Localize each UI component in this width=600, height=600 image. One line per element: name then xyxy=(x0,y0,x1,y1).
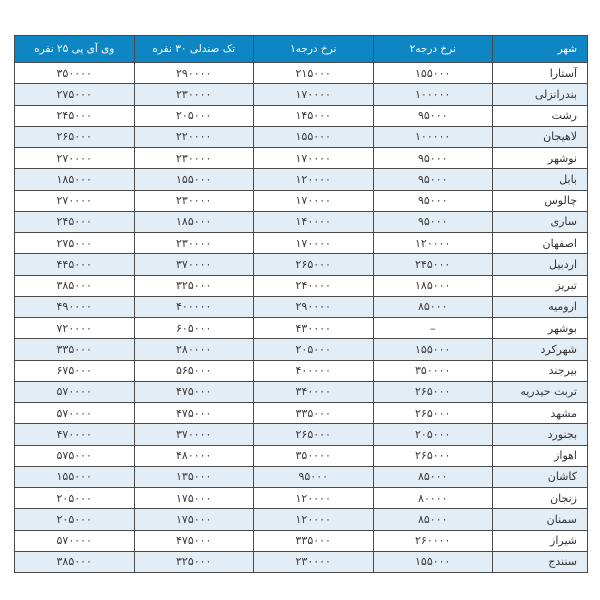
vip25-cell: ۶۷۵۰۰۰ xyxy=(15,360,135,381)
grade1-cell: ۴۳۰۰۰۰ xyxy=(254,318,374,339)
grade1-cell: ۱۲۰۰۰۰ xyxy=(254,488,374,509)
single30-cell: ۳۷۰۰۰۰ xyxy=(134,424,254,445)
header-city: شهر xyxy=(493,36,588,63)
single30-cell: ۴۷۵۰۰۰ xyxy=(134,381,254,402)
grade1-cell: ۳۳۵۰۰۰ xyxy=(254,530,374,551)
table-row xyxy=(15,105,588,126)
table-row xyxy=(15,148,588,169)
table-row xyxy=(15,254,588,275)
grade1-cell: ۲۶۵۰۰۰ xyxy=(254,424,374,445)
vip25-cell: ۲۴۵۰۰۰ xyxy=(15,211,135,232)
grade2-cell: ۱۰۰۰۰۰ xyxy=(373,84,493,105)
vip25-cell: ۷۲۰۰۰۰ xyxy=(15,318,135,339)
vip25-cell: ۲۷۵۰۰۰ xyxy=(15,84,135,105)
table-row xyxy=(15,509,588,530)
header-vip-25: وی آی پی ۲۵ نفره xyxy=(15,36,135,63)
grade2-cell: ۱۸۵۰۰۰ xyxy=(373,275,493,296)
city-cell: نوشهر xyxy=(493,148,588,169)
grade2-cell: ۸۵۰۰۰ xyxy=(373,509,493,530)
vip25-cell: ۳۵۰۰۰۰ xyxy=(15,63,135,84)
single30-cell: ۶۰۵۰۰۰ xyxy=(134,318,254,339)
table-row xyxy=(15,551,588,572)
grade2-cell: ۱۵۵۰۰۰ xyxy=(373,339,493,360)
grade2-cell: ۹۵۰۰۰ xyxy=(373,148,493,169)
grade2-cell: ۸۵۰۰۰ xyxy=(373,296,493,317)
city-cell: بوشهر xyxy=(493,318,588,339)
grade2-cell: ۲۶۵۰۰۰ xyxy=(373,445,493,466)
city-cell: بندرانزلی xyxy=(493,84,588,105)
vip25-cell: ۲۷۵۰۰۰ xyxy=(15,233,135,254)
grade2-cell: ۸۰۰۰۰ xyxy=(373,488,493,509)
city-cell: شیراز xyxy=(493,530,588,551)
vip25-cell: ۲۴۵۰۰۰ xyxy=(15,105,135,126)
grade1-cell: ۱۲۰۰۰۰ xyxy=(254,509,374,530)
table-row xyxy=(15,466,588,487)
single30-cell: ۲۹۰۰۰۰ xyxy=(134,63,254,84)
grade2-cell: ۹۵۰۰۰ xyxy=(373,169,493,190)
grade2-cell: ۲۶۵۰۰۰ xyxy=(373,381,493,402)
city-cell: بابل xyxy=(493,169,588,190)
city-cell: سنندج xyxy=(493,551,588,572)
price-table-container xyxy=(14,35,587,573)
single30-cell: ۱۵۵۰۰۰ xyxy=(134,169,254,190)
table-row xyxy=(15,360,588,381)
single30-cell: ۲۳۰۰۰۰ xyxy=(134,190,254,211)
grade2-cell: ۹۵۰۰۰ xyxy=(373,211,493,232)
table-row xyxy=(15,190,588,211)
table-row xyxy=(15,445,588,466)
city-cell: ساری xyxy=(493,211,588,232)
header-single-seat-30: تک صندلی ۳۰ نفره xyxy=(134,36,254,63)
single30-cell: ۱۷۵۰۰۰ xyxy=(134,509,254,530)
vip25-cell: ۳۸۵۰۰۰ xyxy=(15,275,135,296)
single30-cell: ۲۳۰۰۰۰ xyxy=(134,233,254,254)
vip25-cell: ۲۷۰۰۰۰ xyxy=(15,148,135,169)
table-row xyxy=(15,381,588,402)
city-cell: تربت حیدریه xyxy=(493,381,588,402)
vip25-cell: ۵۷۵۰۰۰ xyxy=(15,445,135,466)
single30-cell: ۱۷۵۰۰۰ xyxy=(134,488,254,509)
grade2-cell: ۹۵۰۰۰ xyxy=(373,190,493,211)
grade1-cell: ۱۷۰۰۰۰ xyxy=(254,148,374,169)
grade2-cell: ۲۰۵۰۰۰ xyxy=(373,424,493,445)
grade2-cell: ۲۴۵۰۰۰ xyxy=(373,254,493,275)
table-row xyxy=(15,84,588,105)
vip25-cell: ۳۸۵۰۰۰ xyxy=(15,551,135,572)
table-row xyxy=(15,126,588,147)
grade1-cell: ۳۵۰۰۰۰ xyxy=(254,445,374,466)
single30-cell: ۲۳۰۰۰۰ xyxy=(134,148,254,169)
vip25-cell: ۴۷۰۰۰۰ xyxy=(15,424,135,445)
table-row xyxy=(15,403,588,424)
city-cell: چالوس xyxy=(493,190,588,211)
vip25-cell: ۲۶۵۰۰۰ xyxy=(15,126,135,147)
grade2-cell: ۹۵۰۰۰ xyxy=(373,105,493,126)
city-cell: رشت xyxy=(493,105,588,126)
table-row xyxy=(15,424,588,445)
vip25-cell: ۱۵۵۰۰۰ xyxy=(15,466,135,487)
grade1-cell: ۱۵۵۰۰۰ xyxy=(254,126,374,147)
city-cell: اصفهان xyxy=(493,233,588,254)
single30-cell: ۴۸۰۰۰۰ xyxy=(134,445,254,466)
grade1-cell: ۳۳۵۰۰۰ xyxy=(254,403,374,424)
single30-cell: ۲۳۰۰۰۰ xyxy=(134,84,254,105)
city-cell: زنجان xyxy=(493,488,588,509)
grade2-cell: ۲۶۵۰۰۰ xyxy=(373,403,493,424)
table-header-row xyxy=(15,36,588,63)
city-cell: سمنان xyxy=(493,509,588,530)
grade2-cell: ۱۰۰۰۰۰ xyxy=(373,126,493,147)
vip25-cell: ۲۷۰۰۰۰ xyxy=(15,190,135,211)
grade1-cell: ۲۳۰۰۰۰ xyxy=(254,551,374,572)
city-cell: بجنورد xyxy=(493,424,588,445)
vip25-cell: ۵۷۰۰۰۰ xyxy=(15,381,135,402)
vip25-cell: ۱۸۵۰۰۰ xyxy=(15,169,135,190)
grade2-cell: ۳۵۰۰۰۰ xyxy=(373,360,493,381)
grade1-cell: ۱۲۰۰۰۰ xyxy=(254,169,374,190)
single30-cell: ۲۲۰۰۰۰ xyxy=(134,126,254,147)
single30-cell: ۴۰۰۰۰۰ xyxy=(134,296,254,317)
price-table xyxy=(14,35,588,573)
grade2-cell: ۱۵۵۰۰۰ xyxy=(373,63,493,84)
single30-cell: ۴۷۵۰۰۰ xyxy=(134,530,254,551)
grade1-cell: ۱۷۰۰۰۰ xyxy=(254,84,374,105)
single30-cell: ۴۷۵۰۰۰ xyxy=(134,403,254,424)
grade1-cell: ۱۴۵۰۰۰ xyxy=(254,105,374,126)
header-grade1: نرخ درجه۱ xyxy=(254,36,374,63)
city-cell: اردبیل xyxy=(493,254,588,275)
single30-cell: ۱۳۵۰۰۰ xyxy=(134,466,254,487)
grade2-cell: ۱۵۵۰۰۰ xyxy=(373,551,493,572)
city-cell: لاهیجان xyxy=(493,126,588,147)
city-cell: مشهد xyxy=(493,403,588,424)
table-row xyxy=(15,318,588,339)
city-cell: آستارا xyxy=(493,63,588,84)
table-row xyxy=(15,233,588,254)
city-cell: ارومیه xyxy=(493,296,588,317)
table-row xyxy=(15,275,588,296)
city-cell: شهرکرد xyxy=(493,339,588,360)
table-row xyxy=(15,339,588,360)
grade1-cell: ۳۴۰۰۰۰ xyxy=(254,381,374,402)
vip25-cell: ۵۷۰۰۰۰ xyxy=(15,403,135,424)
table-row xyxy=(15,296,588,317)
vip25-cell: ۴۴۵۰۰۰ xyxy=(15,254,135,275)
grade2-cell: ۲۶۰۰۰۰ xyxy=(373,530,493,551)
grade1-cell: ۱۷۰۰۰۰ xyxy=(254,190,374,211)
grade1-cell: ۲۱۵۰۰۰ xyxy=(254,63,374,84)
city-cell: تبریز xyxy=(493,275,588,296)
header-grade2: نرخ درجه۲ xyxy=(373,36,493,63)
city-cell: اهواز xyxy=(493,445,588,466)
single30-cell: ۳۲۵۰۰۰ xyxy=(134,275,254,296)
city-cell: کاشان xyxy=(493,466,588,487)
grade1-cell: ۴۰۰۰۰۰ xyxy=(254,360,374,381)
grade1-cell: ۹۵۰۰۰ xyxy=(254,466,374,487)
table-body xyxy=(15,63,588,573)
table-row xyxy=(15,211,588,232)
grade1-cell: ۱۴۰۰۰۰ xyxy=(254,211,374,232)
grade2-cell: ۱۲۰۰۰۰ xyxy=(373,233,493,254)
table-row xyxy=(15,63,588,84)
grade1-cell: ۲۶۵۰۰۰ xyxy=(254,254,374,275)
vip25-cell: ۵۷۰۰۰۰ xyxy=(15,530,135,551)
grade2-cell: ۸۵۰۰۰ xyxy=(373,466,493,487)
table-row xyxy=(15,169,588,190)
grade1-cell: ۲۹۰۰۰۰ xyxy=(254,296,374,317)
city-cell: بیرجند xyxy=(493,360,588,381)
vip25-cell: ۲۰۵۰۰۰ xyxy=(15,509,135,530)
single30-cell: ۵۶۵۰۰۰ xyxy=(134,360,254,381)
grade2-cell: – xyxy=(373,318,493,339)
table-row xyxy=(15,488,588,509)
single30-cell: ۱۸۵۰۰۰ xyxy=(134,211,254,232)
grade1-cell: ۲۴۰۰۰۰ xyxy=(254,275,374,296)
table-row xyxy=(15,530,588,551)
single30-cell: ۳۲۵۰۰۰ xyxy=(134,551,254,572)
vip25-cell: ۴۹۰۰۰۰ xyxy=(15,296,135,317)
single30-cell: ۲۰۵۰۰۰ xyxy=(134,105,254,126)
grade1-cell: ۲۰۵۰۰۰ xyxy=(254,339,374,360)
single30-cell: ۳۷۰۰۰۰ xyxy=(134,254,254,275)
vip25-cell: ۳۳۵۰۰۰ xyxy=(15,339,135,360)
single30-cell: ۲۸۰۰۰۰ xyxy=(134,339,254,360)
vip25-cell: ۲۰۵۰۰۰ xyxy=(15,488,135,509)
grade1-cell: ۱۷۰۰۰۰ xyxy=(254,233,374,254)
